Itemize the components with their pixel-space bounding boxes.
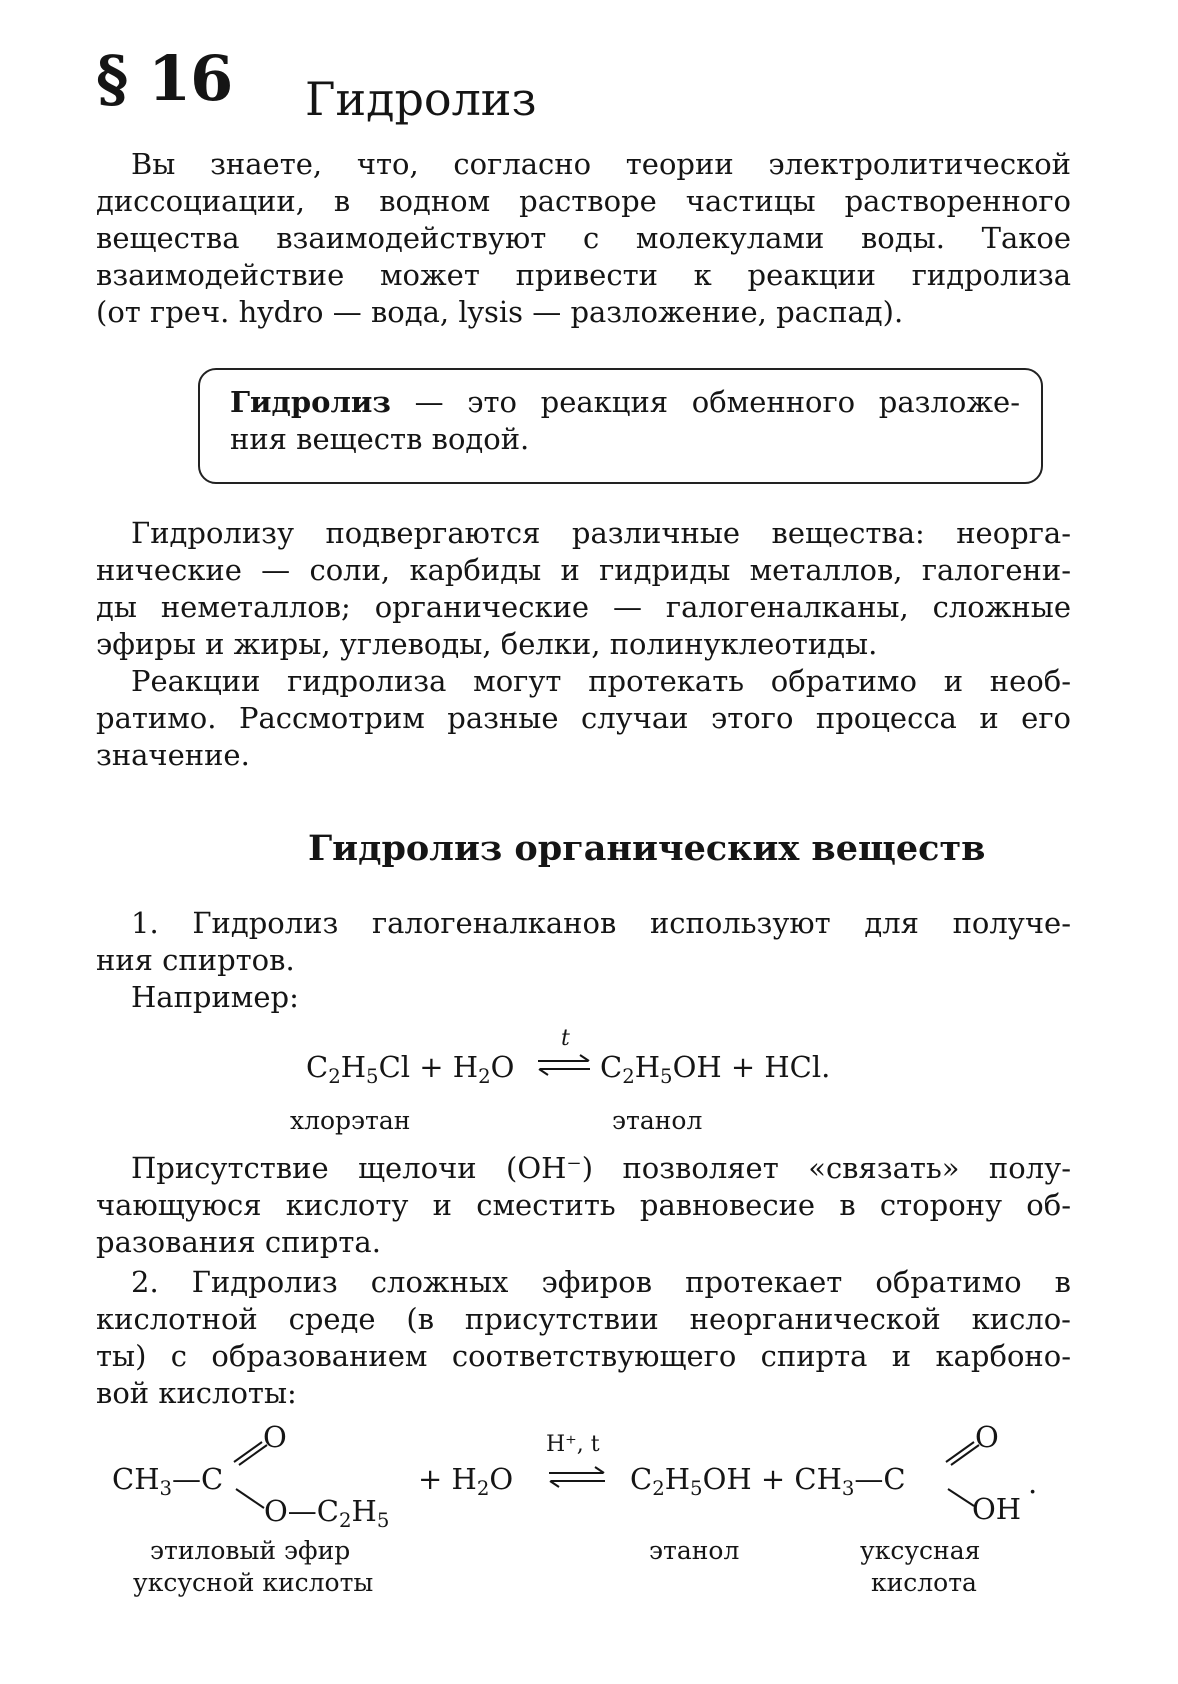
definition-line: ния веществ водой. xyxy=(230,422,530,456)
text-line: ты) с образованием соответствующего спирта и карбоно- xyxy=(96,1339,1071,1373)
text-line: чающуюся кислоту и сместить равновесие в сторону об- xyxy=(96,1188,1071,1222)
text-line: ды неметаллов; органические — галогеналканы, сложные xyxy=(96,590,1071,624)
equilibrium-arrow-icon xyxy=(534,1050,594,1080)
reaction1-reactant-caption: хлорэтан xyxy=(290,1106,411,1135)
text-line: взаимодействие может привести к реакции гидролиза xyxy=(96,258,1071,292)
text-line: Присутствие щелочи (OH⁻) позволяет «связать» полу- xyxy=(131,1151,1071,1185)
text-line: значение. xyxy=(96,738,250,772)
reaction2-ethanol: $C_2H_5OH$ + $CH_3—C$ xyxy=(630,1462,906,1500)
ester-formula-alkoxy: $O—C_2H_5$ xyxy=(264,1494,390,1532)
single-bond-icon xyxy=(234,1486,268,1512)
text-line: вой кислоты: xyxy=(96,1376,297,1410)
reaction2-period: . xyxy=(1028,1466,1038,1500)
acid-carbonyl-o: O xyxy=(975,1420,999,1454)
reaction1-products: $C_2H_5OH$ + HCl. xyxy=(600,1050,831,1088)
text-line: Реакции гидролиза могут протекать обратимо и необ- xyxy=(131,664,1071,698)
page-title: Гидролиз xyxy=(305,72,537,126)
ester-carbonyl-o: O xyxy=(263,1420,287,1454)
text-line: кислотной среде (в присутствии неорганической кисло- xyxy=(96,1302,1071,1336)
equilibrium-arrow-icon xyxy=(545,1462,609,1492)
definition-line xyxy=(230,384,1020,421)
text-line: нические — соли, карбиды и гидриды металлов, галогени- xyxy=(96,553,1071,587)
reaction1-condition: t xyxy=(561,1026,570,1051)
text-line: (от греч. hydro — вода, lysis — разложение, распад). xyxy=(96,295,904,329)
acid-caption-line1: уксусная xyxy=(860,1536,981,1565)
text-line: Например: xyxy=(131,980,299,1014)
text-line: ния спиртов. xyxy=(96,943,295,977)
ethanol-caption: этанол xyxy=(649,1536,740,1565)
double-bond-icon xyxy=(232,1436,270,1466)
text-line: 2. Гидролиз сложных эфиров протекает обратимо в xyxy=(131,1265,1071,1299)
double-bond-icon xyxy=(944,1436,982,1466)
reaction2-condition: H⁺, t xyxy=(546,1432,600,1457)
text-line: эфиры и жиры, углеводы, белки, полинуклеотиды. xyxy=(96,627,878,661)
ester-caption-line2: уксусной кислоты xyxy=(133,1568,374,1597)
acid-hydroxyl: OH xyxy=(972,1492,1022,1526)
reaction2-water: + $H_2O$ xyxy=(418,1462,514,1500)
section-heading: Гидролиз органических веществ xyxy=(308,828,986,869)
definition-term: Гидролиз xyxy=(230,385,391,419)
text-line: вещества взаимодействуют с молекулами воды. Такое xyxy=(96,221,1071,255)
text-line: разования спирта. xyxy=(96,1225,381,1259)
reaction1-product-caption: этанол xyxy=(612,1106,703,1135)
text-line: диссоциации, в водном растворе частицы растворенного xyxy=(96,184,1071,218)
text-line: Гидролизу подвергаются различные вещества: неорга- xyxy=(131,516,1071,550)
text-line: 1. Гидролиз галогеналканов используют для получе- xyxy=(131,906,1071,940)
text-line: ратимо. Рассмотрим разные случаи этого процесса и его xyxy=(96,701,1071,735)
reaction1-reactants: $C_2H_5Cl + H_2O$ xyxy=(306,1050,515,1088)
text-line: Вы знаете, что, согласно теории электролитической xyxy=(131,147,1071,181)
ester-formula-left: $CH_3—C$ xyxy=(112,1462,224,1500)
definition-text: — это реакция обменного разложе- xyxy=(390,385,1020,419)
acid-caption-line2: кислота xyxy=(871,1568,977,1597)
paragraph-number: § 16 xyxy=(96,42,233,115)
ester-caption-line1: этиловый эфир xyxy=(150,1536,351,1565)
